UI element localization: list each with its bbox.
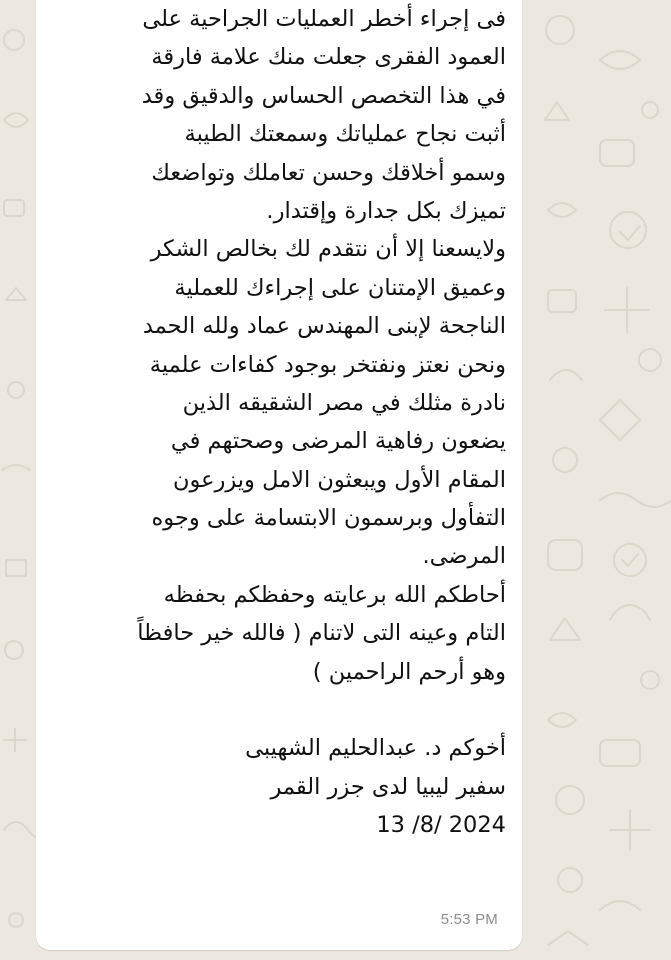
message-blank-line — [36, 691, 506, 729]
message-line: أحاطكم الله برعايته وحفظكم بحفظه — [163, 581, 506, 608]
signature-title: سفير ليبيا لدى جزر القمر — [270, 773, 506, 800]
message-line: الناجحة لإبنى المهندس عماد ولله الحمد — [142, 313, 506, 340]
message-line: في هذا التخصص الحساس والدقيق وقد — [141, 82, 506, 109]
message-line: التفأول وبرسمون الابتسامة على وجوه — [151, 505, 506, 532]
signature-line: أخوكم د. عبدالحليم الشهيبى — [245, 735, 506, 762]
message-timestamp: 5:53 PM — [440, 911, 498, 928]
message-line: نادرة مثلك في مصر الشقيقه الذين — [182, 389, 506, 416]
message-line: المقام الأول ويبعثون الامل ويزرعون — [172, 466, 506, 493]
message-line: ولايسعنا إلا أن نتقدم لك بخالص الشكر — [150, 236, 506, 263]
message-line: وهو أرحم الراحمين ) — [312, 658, 506, 685]
message-text — [36, 0, 506, 845]
message-line: يضعون رفاهية المرضى وصحتهم في — [170, 428, 506, 455]
signature-date: 13 /8/ 2024 — [376, 812, 506, 839]
message-line: المرضى. — [422, 543, 506, 570]
message-line: أثبت نجاح عملياتك وسمعتك الطيبة — [184, 121, 506, 148]
message-line: العمود الفقرى جعلت منك علامة فارقة — [151, 44, 506, 71]
message-line: التام وعينه التى لاتنام ( فالله خير حافظاً — [137, 620, 506, 647]
message-line: فى إجراء أخطر العمليات الجراحية على — [142, 6, 506, 32]
message-line: وسمو أخلاقك وحسن تعاملك وتواضعك — [151, 159, 506, 186]
message-line: ونحن نعتز ونفتخر بوجود كفاءات علمية — [149, 351, 506, 378]
message-line: تميزك بكل جدارة وإقتدار. — [266, 197, 506, 224]
message-line: وعميق الإمتنان على إجراءك للعملية — [174, 274, 506, 301]
message-bubble[interactable] — [36, 0, 522, 950]
